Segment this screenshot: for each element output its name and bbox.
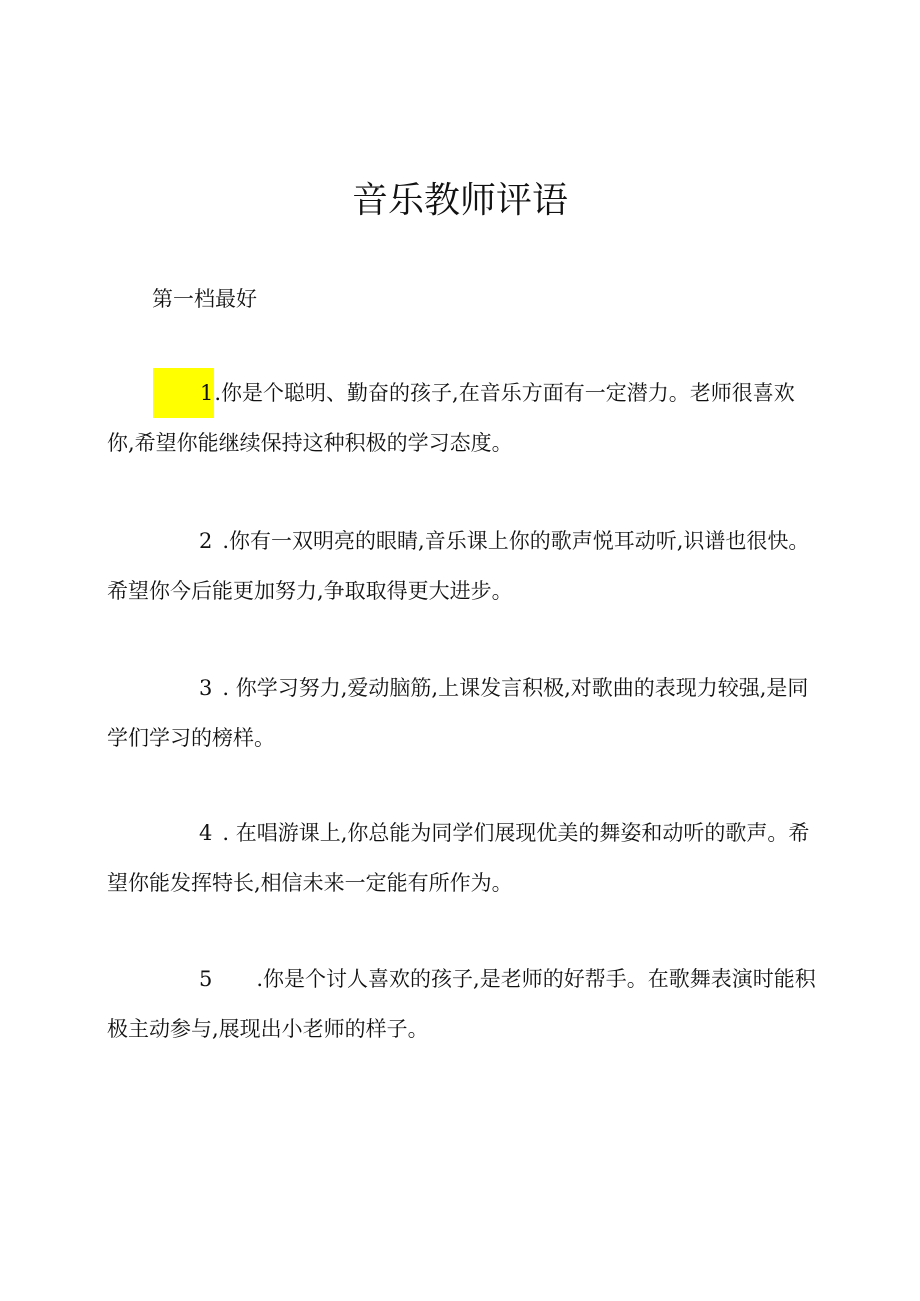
item-number: 3 bbox=[199, 676, 213, 700]
item-text: . 在唱游课上,你总能为同学们展现优美的舞姿和动听的歌声。希望你能发挥特长,相信未来一定能有所作为。 bbox=[107, 821, 810, 895]
section-label: 第一档最好 bbox=[152, 287, 257, 311]
page-title: 音乐教师评语 bbox=[351, 180, 568, 221]
item-text: . 你学习努力,爱动脑筋,上课发言积极,对歌曲的表现力较强,是同学们学习的榜样。 bbox=[107, 676, 809, 750]
item-text: .你有一双明亮的眼睛,音乐课上你的歌声悦耳动听,识谱也很快。希望你今后能更加努力,争取取得更大进步。 bbox=[107, 529, 810, 603]
comment-item-3 bbox=[107, 663, 817, 763]
item-text: .你是个讨人喜欢的孩子,是老师的好帮手。在歌舞表演时能积极主动参与,展现出小老师的样子。 bbox=[107, 967, 816, 1041]
comment-item-4 bbox=[107, 808, 817, 908]
item-number-highlighted: 1 bbox=[153, 368, 214, 418]
item-text: .你是个聪明、勤奋的孩子,在音乐方面有一定潜力。老师很喜欢你,希望你能继续保持这种积极的学习态度。 bbox=[107, 381, 795, 455]
comment-item-5 bbox=[107, 954, 817, 1054]
comment-item-2 bbox=[107, 516, 817, 616]
item-number: 5 bbox=[199, 967, 213, 991]
item-number: 2 bbox=[199, 529, 213, 553]
item-number: 4 bbox=[199, 821, 213, 845]
comment-item-1 bbox=[107, 368, 817, 468]
